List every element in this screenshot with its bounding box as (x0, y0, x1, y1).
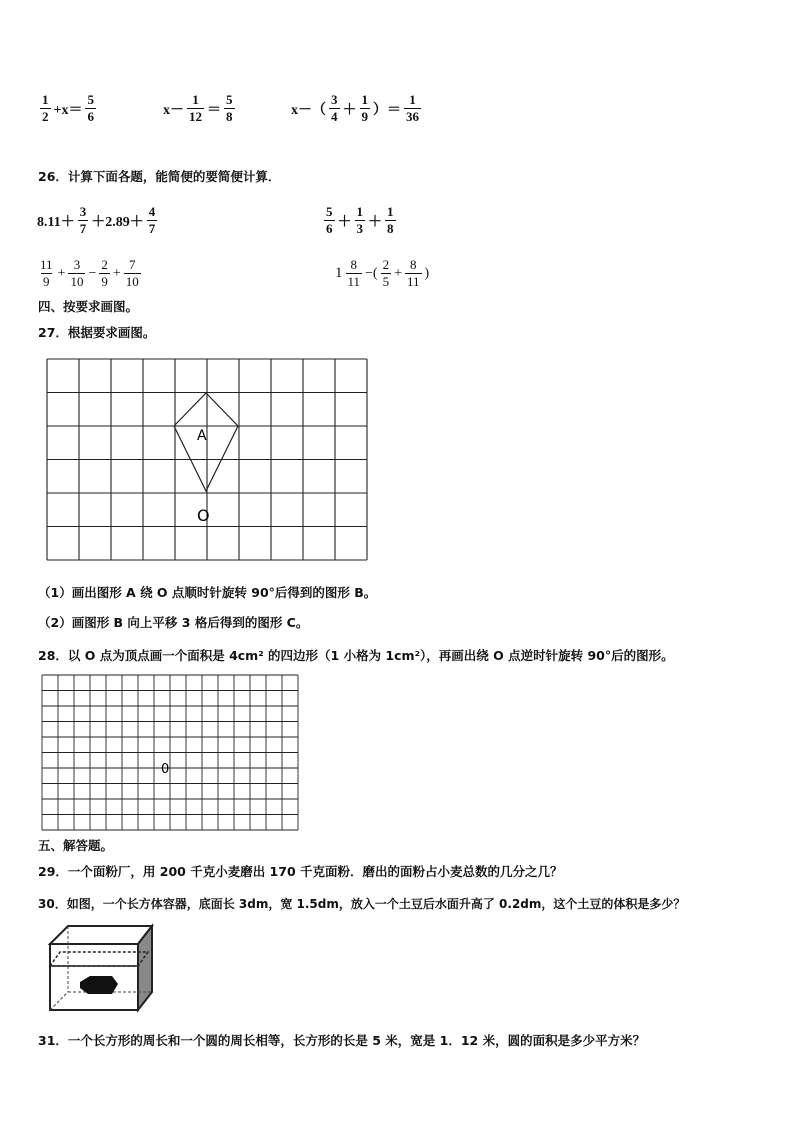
calc-4: 1 $\frac{8}{11}$ −( $\frac{2}{5}$ + $\frac{8}{11}$ ) (335, 257, 430, 289)
fraction: $\frac{5}{8}$ (226, 92, 233, 124)
fraction: $\frac{7}{10}$ (125, 257, 139, 289)
fraction: $\frac{1}{12}$ (189, 92, 202, 124)
question-30: 30．如图，一个长方体容器，底面长 3dm，宽 1.5dm，放入一个土豆后水面升高了 0.2dm，这个土豆的体积是多少？ (38, 897, 686, 911)
fraction: $\frac{11}{9}$ (40, 257, 53, 289)
top-face (50, 926, 152, 944)
section-4-heading: 四、按要求画图。 (38, 299, 139, 314)
question-29: 29．一个面粉厂，用 200 千克小麦磨出 170 千克面粉．磨出的面粉占小麦总数的几分之几？ (38, 864, 563, 879)
question-27-sub-1: （1）画出图形 A 绕 O 点顺时针旋转 90°后得到的图形 B。 (38, 585, 377, 600)
calc-1: 8.11＋ $\frac{3}{7}$ ＋2.89＋ $\frac{4}{7}$ (37, 204, 156, 236)
grid-lines (42, 675, 298, 830)
grid-lines (47, 359, 367, 560)
fraction: $\frac{3}{7}$ (79, 204, 87, 236)
fraction: $\frac{2}{5}$ (382, 257, 390, 289)
fraction: $\frac{8}{11}$ (407, 257, 420, 289)
grid-27 (44, 354, 370, 562)
fraction: $\frac{8}{11}$ (347, 257, 361, 289)
potato-shape (80, 976, 118, 994)
label-a: A (197, 428, 207, 444)
fraction: $\frac{3}{10}$ (70, 257, 84, 289)
fraction: $\frac{4}{7}$ (148, 204, 156, 236)
question-31: 31．一个长方形的周长和一个圆的周长相等，长方形的长是 5 米，宽是 1．12 米，圆的面积是多少平方米？ (38, 1033, 646, 1048)
fraction: $\frac{3}{4}$ (331, 92, 338, 124)
fraction: $\frac{1}{9}$ (361, 92, 368, 124)
fraction: $\frac{2}{9}$ (101, 257, 108, 289)
section-5-heading: 五、解答题。 (38, 838, 114, 853)
side-face (138, 926, 152, 1010)
grid-28 (40, 673, 300, 833)
water-surface (50, 952, 148, 966)
question-27-title: 27．根据要求画图。 (38, 325, 156, 340)
fraction: $\frac{5}{6}$ (87, 92, 94, 124)
equation-1: $\frac{1}{2}$ +x＝ $\frac{5}{6}$ (42, 92, 94, 124)
hidden-edge (50, 992, 68, 1010)
equation-2: x－ $\frac{1}{12}$ ＝ $\frac{5}{8}$ (163, 92, 233, 124)
fraction: $\frac{1}{8}$ (387, 204, 394, 236)
calc-3: $\frac{11}{9}$ + $\frac{3}{10}$ − $\frac{2}{9}$ + $\frac{7}{10}$ (40, 257, 139, 289)
fraction: $\frac{5}{6}$ (326, 204, 333, 236)
label-o: 0 (161, 762, 170, 777)
fraction: $\frac{1}{36}$ (406, 92, 419, 124)
question-28-title: 28．以 O 点为顶点画一个面积是 4cm² 的四边形（1 小格为 1cm²），再画出绕 O 点逆时针旋转 90°后的图形。 (38, 648, 674, 663)
label-o: O (197, 506, 210, 525)
fraction: $\frac{1}{2}$ (42, 92, 49, 124)
container-figure (46, 922, 158, 1014)
fraction: $\frac{1}{3}$ (356, 204, 363, 236)
question-27-sub-2: （2）画图形 B 向上平移 3 格后得到的图形 C。 (38, 615, 309, 630)
equation-3: x－（ $\frac{3}{4}$ ＋ $\frac{1}{9}$ ）＝ $\frac{1}{36}$ (291, 92, 419, 124)
calc-2: $\frac{5}{6}$ ＋ $\frac{1}{3}$ ＋ $\frac{1}{8}$ (326, 204, 394, 236)
question-26-title: 26．计算下面各题，能简便的要简便计算． (38, 169, 281, 184)
